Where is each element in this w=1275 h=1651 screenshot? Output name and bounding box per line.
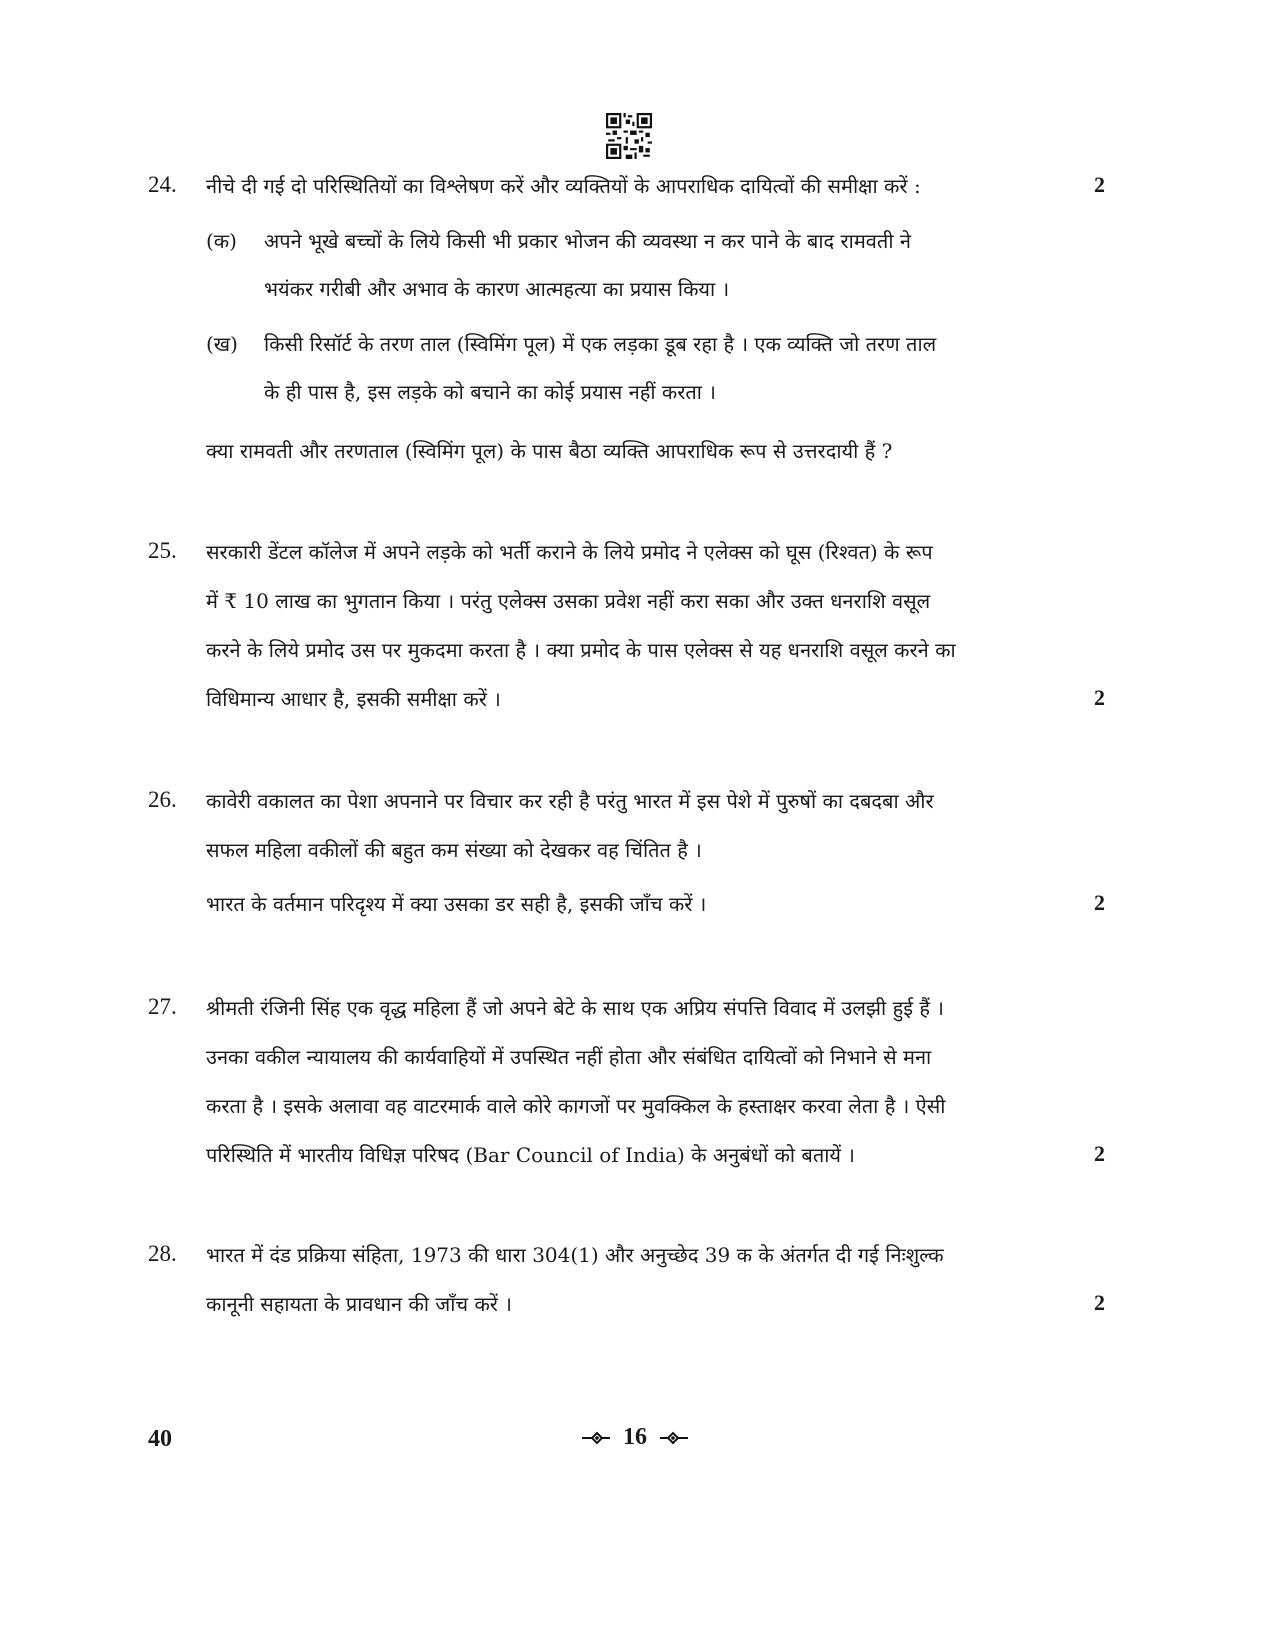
sub-part-label: (क) xyxy=(206,229,237,253)
sub-part-text: अपने भूखे बच्चों के लिये किसी भी प्रकार भोजन की व्यवस्था न कर पाने के बाद रामवती ने xyxy=(264,229,911,253)
question-marks: 2 xyxy=(1094,172,1105,197)
sub-part-text: किसी रिसॉर्ट के तरण ताल (स्विमिंग पूल) में एक लड़का डूब रहा है । एक व्यक्ति जो तरण ताल xyxy=(264,332,937,356)
question-text: करने के लिये प्रमोद उस पर मुकदमा करता है । क्या प्रमोद के पास एलेक्स से यह धनराशि वसूल करने का xyxy=(206,638,956,662)
qr-code-icon xyxy=(606,113,652,159)
flourish-icon xyxy=(581,1431,611,1445)
question-text: नीचे दी गई दो परिस्थितियों का विश्लेषण करें और व्यक्तियों के आपराधिक दायित्वों की समीक्षा करें : xyxy=(206,174,921,198)
question-text: भारत में दंड प्रक्रिया संहिता, 1973 की धारा 304(1) और अनुच्छेद 39 क के अंतर्गत दी गई निःशुल्क xyxy=(206,1243,944,1267)
page-number-block xyxy=(555,1424,715,1451)
question-marks: 2 xyxy=(1094,685,1105,710)
question-text: भारत के वर्तमान परिदृश्य में क्या उसका डर सही है, इसकी जाँच करें । xyxy=(206,892,707,916)
question-number: 28. xyxy=(148,1241,177,1266)
question-closing: क्या रामवती और तरणताल (स्विमिंग पूल) के पास बैठा व्यक्ति आपराधिक रूप से उत्तरदायी हैं ? xyxy=(206,439,893,463)
question-text: में ₹ 10 लाख का भुगतान किया । परंतु एलेक्स उसका प्रवेश नहीं करा सका और उक्त धनराशि वसूल xyxy=(206,589,931,613)
question-text: उनका वकील न्यायालय की कार्यवाहियों में उपस्थित नहीं होता और संबंधित दायित्वों को निभाने से मना xyxy=(206,1045,932,1069)
sub-part-text: भयंकर गरीबी और अभाव के कारण आत्महत्या का प्रयास किया । xyxy=(264,277,730,301)
question-number: 24. xyxy=(148,172,177,197)
question-text: सफल महिला वकीलों की बहुत कम संख्या को देखकर वह चिंतित है । xyxy=(206,838,702,862)
page-number: 16 xyxy=(623,1424,647,1450)
question-number: 27. xyxy=(148,994,177,1019)
question-number: 25. xyxy=(148,538,177,563)
flourish-icon xyxy=(659,1431,689,1445)
question-text: श्रीमती रंजिनी सिंह एक वृद्ध महिला हैं जो अपने बेटे के साथ एक अप्रिय संपत्ति विवाद में उलझी हुई हैं । xyxy=(206,996,944,1020)
question-text: कावेरी वकालत का पेशा अपनाने पर विचार कर रही है परंतु भारत में इस पेशे में पुरुषों का दबदबा और xyxy=(206,789,934,813)
question-marks: 2 xyxy=(1094,1290,1105,1315)
question-marks: 2 xyxy=(1094,1141,1105,1166)
question-text: विधिमान्य आधार है, इसकी समीक्षा करें । xyxy=(206,687,501,711)
question-marks: 2 xyxy=(1094,890,1105,915)
sub-part-text: के ही पास है, इस लड़के को बचाने का कोई प्रयास नहीं करता । xyxy=(264,380,716,404)
question-number: 26. xyxy=(148,787,177,812)
question-text: कानूनी सहायता के प्रावधान की जाँच करें । xyxy=(206,1292,512,1316)
question-text: सरकारी डेंटल कॉलेज में अपने लड़के को भर्ती कराने के लिये प्रमोद ने एलेक्स को घूस (रिश्वत) के रूप xyxy=(206,540,933,564)
question-text: करता है । इसके अलावा वह वाटरमार्क वाले कोरे कागजों पर मुवक्किल के हस्ताक्षर करवा लेता है । ऐसी xyxy=(206,1094,946,1118)
question-paper-code: 40 xyxy=(148,1426,172,1452)
sub-part-label: (ख) xyxy=(206,332,238,356)
question-text: परिस्थिति में भारतीय विधिज्ञ परिषद (Bar Council of India) के अनुबंधों को बतायें । xyxy=(206,1143,855,1167)
